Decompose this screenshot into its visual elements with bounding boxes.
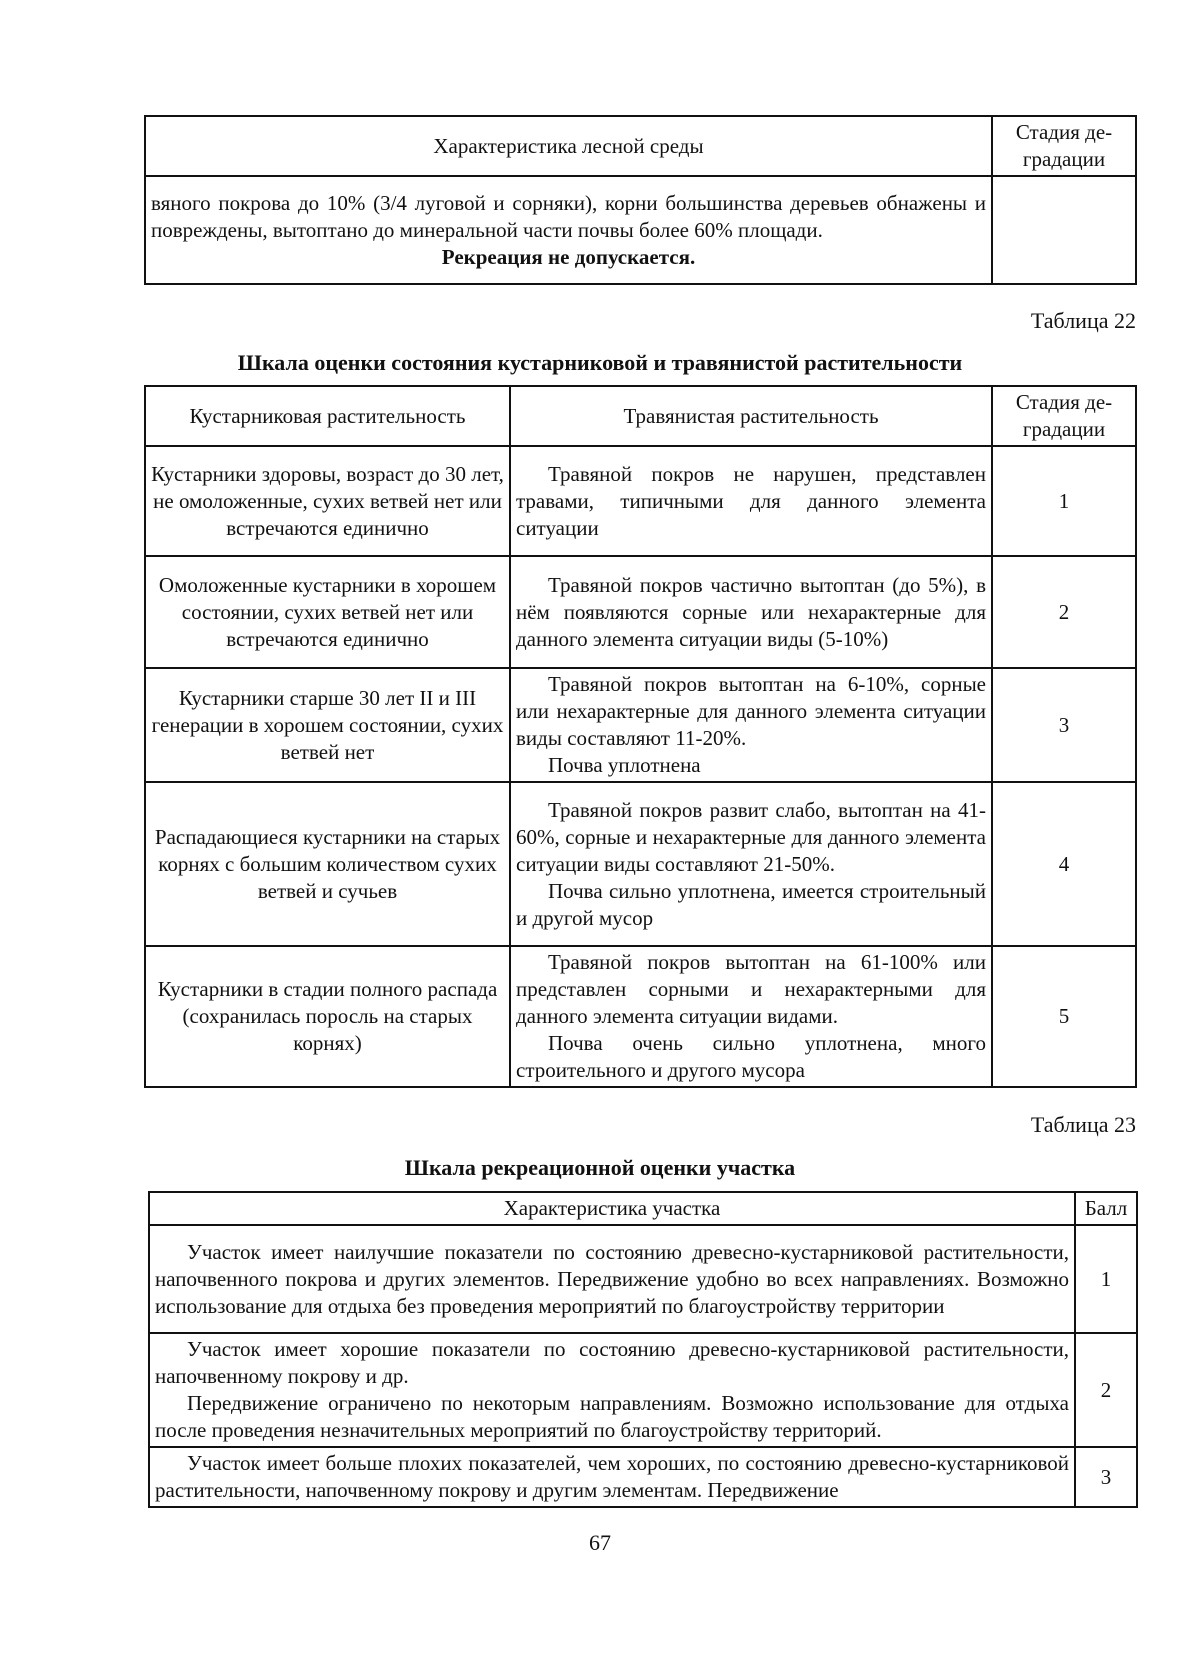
recreation-note: Рекреация не допускается.	[441, 244, 696, 269]
header-score: Балл	[1075, 1192, 1137, 1225]
characteristic-cell	[149, 1447, 1075, 1507]
header-characteristic: Характеристика лесной среды	[145, 116, 992, 176]
shrub-cell: Кустарники в стадии полного распада (сохранилась поросль на старых корнях)	[145, 946, 510, 1087]
table-22-number: Таблица 22	[1030, 308, 1136, 333]
stage-cell: 3	[992, 668, 1136, 782]
grass-text: Травяной покров вытоптан на 61-100% или представлен сорными и нехарактерными для данного элемента ситуации видами.	[516, 950, 986, 1028]
shrub-cell: Распадающиеся кустарники на старых корнях с большим количеством сухих ветвей и сучьев	[145, 782, 510, 946]
score-cell: 2	[1075, 1333, 1137, 1447]
shrub-cell: Кустарники здоровы, возраст до 30 лет, не омоложенные, сухих ветвей нет или встречаются единично	[145, 446, 510, 556]
table-header-row	[149, 1192, 1137, 1225]
table-23	[148, 1191, 1138, 1508]
grass-cell	[510, 556, 992, 668]
table-header-row	[145, 386, 1136, 446]
table-23-number: Таблица 23	[1030, 1112, 1136, 1137]
characteristic-cell	[149, 1333, 1075, 1447]
characteristic-text: Участок имеет хорошие показатели по состоянию древесно-кустарниковой растительности, напочвенному покрову и др.	[155, 1337, 1069, 1388]
header-grass: Травянистая растительность	[510, 386, 992, 446]
continuation-cell	[145, 176, 992, 284]
table-23-title: Шкала рекреационной оценки участка	[404, 1155, 796, 1180]
shrub-cell: Кустарники старше 30 лет II и III генерации в хорошем состоянии, сухих ветвей нет	[145, 668, 510, 782]
header-stage: Стадия де-градации	[992, 386, 1136, 446]
stage-cell: 5	[992, 946, 1136, 1087]
grass-text-soil: Почва уплотнена	[548, 753, 701, 777]
header-stage: Стадия де-градации	[992, 116, 1136, 176]
table-row	[145, 782, 1136, 946]
table-row	[145, 668, 1136, 782]
header-shrub: Кустарниковая растительность	[145, 386, 510, 446]
table-row	[149, 1333, 1137, 1447]
grass-cell	[510, 668, 992, 782]
page-number: 67	[589, 1530, 611, 1555]
characteristic-text: Участок имеет больше плохих показателей, чем хороших, по состоянию древесно-кустарниковой растительности, напочвенному покрову и другим элементам. Передвижение	[155, 1451, 1069, 1502]
shrub-cell: Омоложенные кустарники в хорошем состоянии, сухих ветвей нет или встречаются единично	[145, 556, 510, 668]
continuation-text: вяного покрова до 10% (3/4 луговой и сорняки), корни большинства деревьев обнажены и повреждены, вытоптано до минеральной части почвы более 60% площади.	[151, 190, 986, 242]
header-characteristic: Характеристика участка	[149, 1192, 1075, 1225]
grass-text: Травяной покров развит слабо, вытоптан на 41-60%, сорные и нехарактерные для данного элемента ситуации виды составляют 21-50%.	[516, 797, 986, 876]
table-22-title: Шкала оценки состояния кустарниковой и травянистой растительности	[237, 350, 963, 375]
grass-cell	[510, 782, 992, 946]
table-row	[149, 1225, 1137, 1333]
grass-text: Травяной покров не нарушен, представлен травами, типичными для данного элемента ситуации	[516, 461, 986, 540]
score-cell: 1	[1075, 1225, 1137, 1333]
continuation-stage	[992, 176, 1136, 284]
stage-cell: 1	[992, 446, 1136, 556]
characteristic-cell	[149, 1225, 1075, 1333]
grass-cell	[510, 446, 992, 556]
grass-text-soil: Почва очень сильно уплотнена, много строительного и другого мусора	[516, 1031, 986, 1082]
grass-text-soil: Почва сильно уплотнена, имеется строительный и другой мусор	[516, 878, 986, 930]
table-row	[149, 1447, 1137, 1507]
stage-cell: 4	[992, 782, 1136, 946]
grass-text: Травяной покров вытоптан на 6-10%, сорные или нехарактерные для данного элемента ситуации виды составляют 11-20%.	[516, 672, 986, 750]
characteristic-text-2: Передвижение ограничено по некоторым направлениям. Возможно использование для отдыха после проведения незначительных мероприятий по благоустройству территорий.	[155, 1391, 1069, 1442]
grass-text: Травяной покров частично вытоптан (до 5%), в нём появляются сорные или нехарактерные для данного элемента ситуации виды (5-10%)	[516, 572, 986, 651]
table-row	[145, 946, 1136, 1087]
score-cell: 3	[1075, 1447, 1137, 1507]
stage-cell: 2	[992, 556, 1136, 668]
characteristic-text: Участок имеет наилучшие показатели по состоянию древесно-кустарниковой растительности, напочвенного покрова и других элементов. Передвижение удобно во всех направлениях. Возможно использование для отдыха без проведения мероприятий по благоустройству территории	[155, 1239, 1069, 1318]
table-22	[144, 385, 1137, 1088]
grass-cell	[510, 946, 992, 1087]
table-row	[145, 556, 1136, 668]
table-row	[145, 446, 1136, 556]
continuation-table	[144, 115, 1137, 285]
